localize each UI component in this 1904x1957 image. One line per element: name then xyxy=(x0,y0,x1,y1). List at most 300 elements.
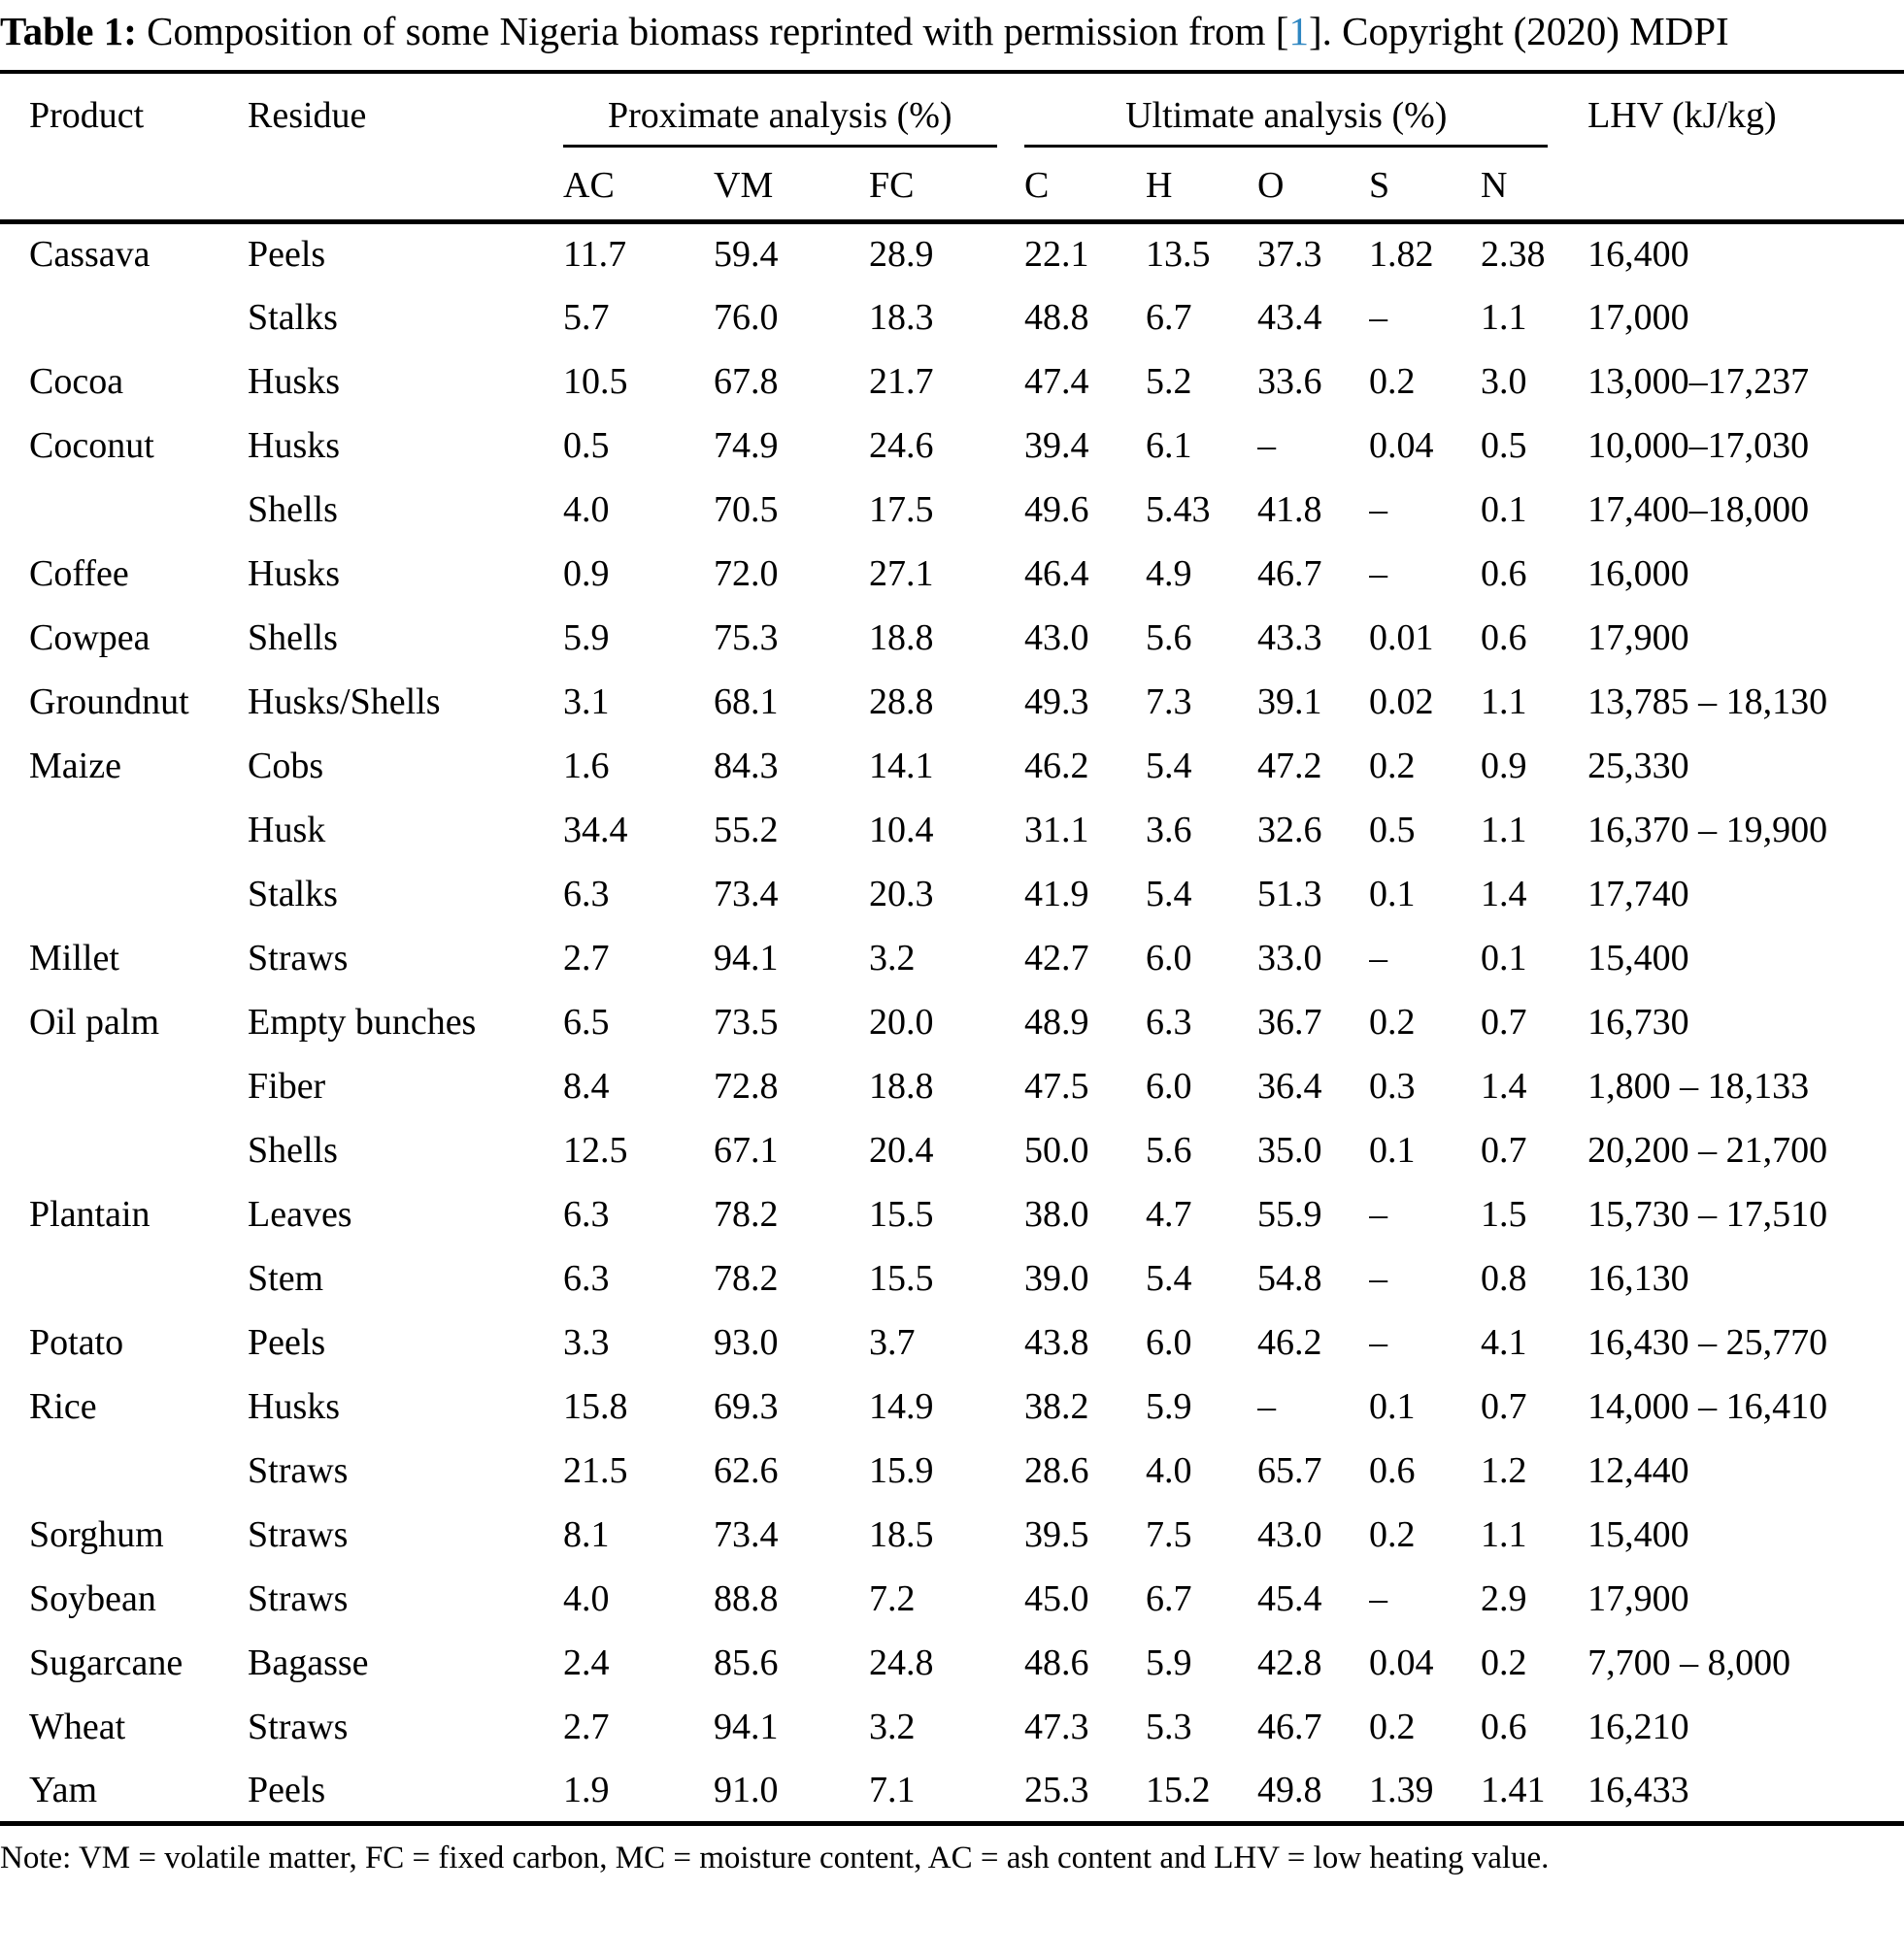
o-cell: 36.7 xyxy=(1257,1002,1322,1043)
o-cell: 49.8 xyxy=(1257,1759,1369,1823)
fc-cell: 10.4 xyxy=(869,810,934,850)
o-cell: 55.9 xyxy=(1257,1194,1322,1235)
n-cell: 0.7 xyxy=(1481,1130,1527,1171)
product-cell xyxy=(0,1439,248,1503)
product-cell: Yam xyxy=(0,1759,248,1823)
n-cell: 1.4 xyxy=(1481,1066,1527,1107)
residue-cell: Fiber xyxy=(248,1066,326,1107)
residue-cell: Husks/Shells xyxy=(248,681,441,722)
product-cell: Coconut xyxy=(29,425,154,466)
product-cell: Rice xyxy=(29,1386,97,1427)
n-cell: 1.1 xyxy=(1481,1514,1527,1555)
o-cell: 32.6 xyxy=(1257,810,1322,850)
n-cell: 0.1 xyxy=(1481,489,1527,530)
col-group-ultimate xyxy=(1024,72,1587,148)
table-header-row-groups xyxy=(0,72,1904,148)
vm-cell: 73.4 xyxy=(714,1514,779,1555)
table-row xyxy=(0,990,1904,1054)
residue-cell: Straws xyxy=(248,1514,349,1555)
caption-label: Table 1: xyxy=(0,9,137,53)
residue-cell: Husks xyxy=(248,425,341,466)
table-row xyxy=(0,734,1904,798)
o-cell: 35.0 xyxy=(1257,1130,1322,1171)
h-cell: 5.2 xyxy=(1146,361,1192,402)
vm-cell: 59.4 xyxy=(714,234,779,276)
vm-cell: 78.2 xyxy=(714,1258,779,1299)
o-cell: 42.8 xyxy=(1257,1642,1322,1683)
ac-cell: 4.0 xyxy=(563,489,610,530)
s-cell: – xyxy=(1369,1258,1388,1299)
h-cell: 5.3 xyxy=(1146,1707,1192,1747)
table-row xyxy=(0,606,1904,670)
n-cell: 0.9 xyxy=(1481,746,1527,786)
caption-text-before-citation: Composition of some Nigeria biomass reprinted with permission from [ xyxy=(136,9,1289,53)
residue-cell: Straws xyxy=(248,1707,349,1747)
product-cell: Plantain xyxy=(29,1194,150,1235)
s-cell: 0.5 xyxy=(1369,810,1416,850)
s-cell: 0.04 xyxy=(1369,1642,1434,1683)
vm-cell: 85.6 xyxy=(714,1642,779,1683)
product-cell: Oil palm xyxy=(29,1002,160,1043)
lhv-cell: 10,000–17,030 xyxy=(1587,425,1810,466)
residue-cell: Straws xyxy=(248,1450,349,1491)
fc-cell: 21.7 xyxy=(869,361,934,402)
ac-cell: 0.9 xyxy=(563,553,610,594)
product-cell xyxy=(0,1118,248,1182)
n-cell: 0.7 xyxy=(1481,1002,1527,1043)
n-cell: 1.41 xyxy=(1481,1759,1587,1823)
n-cell: 0.6 xyxy=(1481,553,1527,594)
n-cell: 4.1 xyxy=(1481,1322,1527,1363)
residue-cell: Husks xyxy=(248,361,341,402)
c-cell: 38.0 xyxy=(1024,1194,1089,1235)
n-cell: 0.1 xyxy=(1481,938,1527,978)
col-subheader-empty-product xyxy=(0,148,248,221)
table-row xyxy=(0,221,1904,285)
lhv-cell: 15,400 xyxy=(1587,938,1689,978)
c-cell: 38.2 xyxy=(1024,1386,1089,1427)
vm-cell: 88.8 xyxy=(714,1578,779,1619)
s-cell: 1.82 xyxy=(1369,234,1434,276)
table-row xyxy=(0,1631,1904,1695)
ac-cell: 2.4 xyxy=(563,1642,610,1683)
vm-cell: 72.0 xyxy=(714,553,779,594)
product-cell: Sorghum xyxy=(29,1514,164,1555)
fc-cell: 15.5 xyxy=(869,1194,934,1235)
ac-cell: 4.0 xyxy=(563,1578,610,1619)
residue-cell: Stalks xyxy=(248,297,338,338)
s-cell: 0.2 xyxy=(1369,1707,1416,1747)
table-row xyxy=(0,1118,1904,1182)
table-row xyxy=(0,1567,1904,1631)
n-cell: 1.1 xyxy=(1481,681,1527,722)
vm-cell: 91.0 xyxy=(714,1759,869,1823)
residue-cell: Cobs xyxy=(248,746,324,786)
s-cell: 1.39 xyxy=(1369,1759,1481,1823)
h-cell: 4.9 xyxy=(1146,553,1192,594)
o-cell: 46.7 xyxy=(1257,1707,1322,1747)
fc-cell: 27.1 xyxy=(869,553,934,594)
n-cell: 1.1 xyxy=(1481,297,1527,338)
table-row xyxy=(0,1375,1904,1439)
fc-cell: 3.2 xyxy=(869,1707,916,1747)
o-cell: 47.2 xyxy=(1257,746,1322,786)
o-cell: 41.8 xyxy=(1257,489,1322,530)
table-row xyxy=(0,1246,1904,1310)
fc-cell: 28.9 xyxy=(869,234,934,276)
s-cell: 0.2 xyxy=(1369,361,1416,402)
s-cell: 0.2 xyxy=(1369,1002,1416,1043)
residue-cell: Stem xyxy=(248,1258,324,1299)
residue-cell: Peels xyxy=(248,234,326,276)
fc-cell: 24.6 xyxy=(869,425,934,466)
vm-cell: 73.5 xyxy=(714,1002,779,1043)
c-cell: 48.6 xyxy=(1024,1642,1089,1683)
table-row xyxy=(0,349,1904,414)
vm-cell: 75.3 xyxy=(714,617,779,658)
lhv-cell: 1,800 – 18,133 xyxy=(1587,1066,1810,1107)
ac-cell: 3.1 xyxy=(563,681,610,722)
lhv-cell: 15,730 – 17,510 xyxy=(1587,1194,1828,1235)
ac-cell: 0.5 xyxy=(563,425,610,466)
lhv-cell: 16,130 xyxy=(1587,1258,1689,1299)
lhv-cell: 15,400 xyxy=(1587,1514,1689,1555)
product-cell: Groundnut xyxy=(29,681,189,722)
citation-link[interactable]: 1 xyxy=(1288,9,1309,53)
s-cell: – xyxy=(1369,553,1388,594)
fc-cell: 18.8 xyxy=(869,1066,934,1107)
fc-cell: 18.3 xyxy=(869,297,934,338)
o-cell: 33.6 xyxy=(1257,361,1322,402)
h-cell: 7.3 xyxy=(1146,681,1192,722)
h-cell: 4.7 xyxy=(1146,1194,1192,1235)
lhv-cell: 16,400 xyxy=(1587,234,1689,276)
ac-cell: 3.3 xyxy=(563,1322,610,1363)
table-caption xyxy=(0,4,1904,58)
n-cell: 1.1 xyxy=(1481,810,1527,850)
table-row xyxy=(0,670,1904,734)
ac-cell: 2.7 xyxy=(563,938,610,978)
o-cell: 46.2 xyxy=(1257,1322,1322,1363)
table-row xyxy=(0,1182,1904,1246)
lhv-cell: 13,000–17,237 xyxy=(1587,361,1810,402)
c-cell: 39.0 xyxy=(1024,1258,1089,1299)
vm-cell: 73.4 xyxy=(714,874,779,914)
vm-cell: 69.3 xyxy=(714,1386,779,1427)
c-cell: 49.3 xyxy=(1024,681,1089,722)
n-cell: 0.6 xyxy=(1481,617,1527,658)
c-cell: 43.8 xyxy=(1024,1322,1089,1363)
fc-cell: 20.0 xyxy=(869,1002,934,1043)
residue-cell: Leaves xyxy=(248,1194,352,1235)
col-group-ultimate-label: Ultimate analysis (%) xyxy=(1024,94,1548,148)
s-cell: 0.6 xyxy=(1369,1450,1416,1491)
vm-cell: 55.2 xyxy=(714,810,779,850)
product-cell xyxy=(0,798,248,862)
h-cell: 6.0 xyxy=(1146,1066,1192,1107)
c-cell: 47.4 xyxy=(1024,361,1089,402)
product-cell xyxy=(0,478,248,542)
residue-cell: Shells xyxy=(248,489,338,530)
c-cell: 46.2 xyxy=(1024,746,1089,786)
ac-cell: 15.8 xyxy=(563,1386,628,1427)
residue-cell: Husk xyxy=(248,810,326,850)
c-cell: 48.9 xyxy=(1024,1002,1089,1043)
vm-cell: 68.1 xyxy=(714,681,779,722)
vm-cell: 84.3 xyxy=(714,746,779,786)
n-cell: 0.6 xyxy=(1481,1707,1527,1747)
table-row xyxy=(0,478,1904,542)
h-cell: 5.9 xyxy=(1146,1642,1192,1683)
table-body xyxy=(0,221,1904,1823)
residue-cell: Straws xyxy=(248,1578,349,1619)
residue-cell: Peels xyxy=(248,1759,563,1823)
fc-cell: 15.5 xyxy=(869,1258,934,1299)
lhv-cell: 14,000 – 16,410 xyxy=(1587,1386,1828,1427)
residue-cell: Shells xyxy=(248,1130,338,1171)
s-cell: 0.2 xyxy=(1369,746,1416,786)
product-cell: Potato xyxy=(29,1322,124,1363)
lhv-cell: 16,210 xyxy=(1587,1707,1689,1747)
c-cell: 47.3 xyxy=(1024,1707,1089,1747)
c-cell: 39.5 xyxy=(1024,1514,1089,1555)
h-cell: 7.5 xyxy=(1146,1514,1192,1555)
n-cell: 3.0 xyxy=(1481,361,1527,402)
c-cell: 39.4 xyxy=(1024,425,1089,466)
col-subheader-ac: AC xyxy=(563,148,714,221)
col-subheader-vm: VM xyxy=(714,148,869,221)
ac-cell: 6.5 xyxy=(563,1002,610,1043)
vm-cell: 67.8 xyxy=(714,361,779,402)
lhv-cell: 17,400–18,000 xyxy=(1587,489,1810,530)
n-cell: 2.9 xyxy=(1481,1578,1527,1619)
ac-cell: 5.7 xyxy=(563,297,610,338)
h-cell: 6.0 xyxy=(1146,938,1192,978)
ac-cell: 2.7 xyxy=(563,1707,610,1747)
s-cell: – xyxy=(1369,938,1388,978)
h-cell: 5.6 xyxy=(1146,1130,1192,1171)
product-cell xyxy=(0,285,248,349)
h-cell: 3.6 xyxy=(1146,810,1192,850)
col-subheader-o: O xyxy=(1257,148,1369,221)
h-cell: 15.2 xyxy=(1146,1759,1257,1823)
h-cell: 5.43 xyxy=(1146,489,1211,530)
ac-cell: 21.5 xyxy=(563,1450,628,1491)
product-cell: Cassava xyxy=(29,234,150,276)
o-cell: 54.8 xyxy=(1257,1258,1322,1299)
s-cell: 0.1 xyxy=(1369,874,1416,914)
o-cell: – xyxy=(1257,425,1277,466)
fc-cell: 7.1 xyxy=(869,1759,1024,1823)
ac-cell: 1.9 xyxy=(563,1759,714,1823)
c-cell: 25.3 xyxy=(1024,1759,1146,1823)
caption-text-after-citation: ]. Copyright (2020) MDPI xyxy=(1308,9,1729,53)
lhv-cell: 17,900 xyxy=(1587,1578,1689,1619)
ac-cell: 6.3 xyxy=(563,874,610,914)
o-cell: 46.7 xyxy=(1257,553,1322,594)
lhv-cell: 16,000 xyxy=(1587,553,1689,594)
ac-cell: 6.3 xyxy=(563,1194,610,1235)
col-subheader-fc: FC xyxy=(869,148,1024,221)
vm-cell: 72.8 xyxy=(714,1066,779,1107)
ac-cell: 12.5 xyxy=(563,1130,628,1171)
vm-cell: 74.9 xyxy=(714,425,779,466)
product-cell: Cowpea xyxy=(29,617,150,658)
residue-cell: Stalks xyxy=(248,874,338,914)
col-subheader-c: C xyxy=(1024,148,1146,221)
lhv-cell: 7,700 – 8,000 xyxy=(1587,1642,1791,1683)
ac-cell: 11.7 xyxy=(563,234,627,276)
h-cell: 5.4 xyxy=(1146,1258,1192,1299)
c-cell: 28.6 xyxy=(1024,1450,1089,1491)
o-cell: 51.3 xyxy=(1257,874,1322,914)
fc-cell: 14.1 xyxy=(869,746,934,786)
h-cell: 6.3 xyxy=(1146,1002,1192,1043)
table-row xyxy=(0,1759,1904,1823)
s-cell: 0.1 xyxy=(1369,1130,1416,1171)
lhv-cell: 12,440 xyxy=(1587,1450,1689,1491)
s-cell: 0.1 xyxy=(1369,1386,1416,1427)
h-cell: 6.0 xyxy=(1146,1322,1192,1363)
product-cell: Cocoa xyxy=(29,361,124,402)
n-cell: 0.2 xyxy=(1481,1642,1527,1683)
fc-cell: 15.9 xyxy=(869,1450,934,1491)
ac-cell: 8.1 xyxy=(563,1514,610,1555)
fc-cell: 3.2 xyxy=(869,938,916,978)
vm-cell: 94.1 xyxy=(714,1707,779,1747)
col-subheader-n: N xyxy=(1481,148,1587,221)
table-row xyxy=(0,798,1904,862)
o-cell: 45.4 xyxy=(1257,1578,1322,1619)
n-cell: 0.8 xyxy=(1481,1258,1527,1299)
n-cell: 0.7 xyxy=(1481,1386,1527,1427)
s-cell: 0.3 xyxy=(1369,1066,1416,1107)
table-row xyxy=(0,926,1904,990)
c-cell: 41.9 xyxy=(1024,874,1089,914)
residue-cell: Peels xyxy=(248,1322,326,1363)
ac-cell: 5.9 xyxy=(563,617,610,658)
s-cell: 0.01 xyxy=(1369,617,1434,658)
vm-cell: 94.1 xyxy=(714,938,779,978)
fc-cell: 17.5 xyxy=(869,489,934,530)
biomass-composition-table xyxy=(0,70,1904,1826)
o-cell: – xyxy=(1257,1386,1277,1427)
lhv-cell: 17,740 xyxy=(1587,874,1689,914)
c-cell: 43.0 xyxy=(1024,617,1089,658)
h-cell: 13.5 xyxy=(1146,234,1211,276)
product-cell: Coffee xyxy=(29,553,129,594)
col-subheader-s: S xyxy=(1369,148,1481,221)
product-cell: Sugarcane xyxy=(29,1642,184,1683)
ac-cell: 34.4 xyxy=(563,810,628,850)
product-cell: Millet xyxy=(29,938,119,978)
lhv-cell: 16,430 – 25,770 xyxy=(1587,1322,1828,1363)
table-row xyxy=(0,1439,1904,1503)
fc-cell: 24.8 xyxy=(869,1642,934,1683)
lhv-cell: 17,000 xyxy=(1587,297,1689,338)
table-row xyxy=(0,1503,1904,1567)
table-row xyxy=(0,285,1904,349)
table-row xyxy=(0,862,1904,926)
c-cell: 45.0 xyxy=(1024,1578,1089,1619)
s-cell: 0.02 xyxy=(1369,681,1434,722)
table-row xyxy=(0,1695,1904,1759)
vm-cell: 62.6 xyxy=(714,1450,779,1491)
product-cell xyxy=(0,862,248,926)
table-header-row-sub xyxy=(0,148,1904,221)
lhv-cell: 16,730 xyxy=(1587,1002,1689,1043)
product-cell xyxy=(0,1054,248,1118)
fc-cell: 18.8 xyxy=(869,617,934,658)
s-cell: – xyxy=(1369,297,1388,338)
s-cell: 0.2 xyxy=(1369,1514,1416,1555)
c-cell: 46.4 xyxy=(1024,553,1089,594)
h-cell: 6.7 xyxy=(1146,1578,1192,1619)
vm-cell: 76.0 xyxy=(714,297,779,338)
col-subheader-empty-lhv xyxy=(1587,148,1904,221)
ac-cell: 6.3 xyxy=(563,1258,610,1299)
col-group-proximate-label: Proximate analysis (%) xyxy=(563,94,997,148)
col-group-proximate xyxy=(563,72,1024,148)
ac-cell: 10.5 xyxy=(563,361,628,402)
h-cell: 5.9 xyxy=(1146,1386,1192,1427)
residue-cell: Bagasse xyxy=(248,1642,369,1683)
col-subheader-h: H xyxy=(1146,148,1257,221)
c-cell: 31.1 xyxy=(1024,810,1089,850)
fc-cell: 28.8 xyxy=(869,681,934,722)
table-row xyxy=(0,1310,1904,1375)
n-cell: 1.4 xyxy=(1481,874,1527,914)
s-cell: – xyxy=(1369,1578,1388,1619)
ac-cell: 1.6 xyxy=(563,746,610,786)
col-subheader-empty-residue xyxy=(248,148,563,221)
h-cell: 5.4 xyxy=(1146,874,1192,914)
residue-cell: Husks xyxy=(248,1386,341,1427)
lhv-cell: 16,433 xyxy=(1587,1759,1904,1823)
c-cell: 50.0 xyxy=(1024,1130,1089,1171)
o-cell: 36.4 xyxy=(1257,1066,1322,1107)
residue-cell: Husks xyxy=(248,553,341,594)
c-cell: 42.7 xyxy=(1024,938,1089,978)
product-cell: Maize xyxy=(29,746,121,786)
n-cell: 1.5 xyxy=(1481,1194,1527,1235)
s-cell: 0.04 xyxy=(1369,425,1434,466)
n-cell: 2.38 xyxy=(1481,234,1546,276)
fc-cell: 3.7 xyxy=(869,1322,916,1363)
c-cell: 22.1 xyxy=(1024,234,1089,276)
n-cell: 1.2 xyxy=(1481,1450,1527,1491)
table-row xyxy=(0,542,1904,606)
product-cell: Soybean xyxy=(29,1578,156,1619)
col-header-lhv: LHV (kJ/kg) xyxy=(1587,95,1777,136)
table-header xyxy=(0,72,1904,221)
fc-cell: 7.2 xyxy=(869,1578,916,1619)
lhv-cell: 20,200 – 21,700 xyxy=(1587,1130,1828,1171)
c-cell: 48.8 xyxy=(1024,297,1089,338)
table-row xyxy=(0,1054,1904,1118)
lhv-cell: 13,785 – 18,130 xyxy=(1587,681,1828,722)
o-cell: 65.7 xyxy=(1257,1450,1322,1491)
table-row xyxy=(0,414,1904,478)
o-cell: 43.0 xyxy=(1257,1514,1322,1555)
product-cell xyxy=(0,1246,248,1310)
vm-cell: 93.0 xyxy=(714,1322,779,1363)
col-header-residue: Residue xyxy=(248,95,367,136)
h-cell: 5.4 xyxy=(1146,746,1192,786)
residue-cell: Straws xyxy=(248,938,349,978)
lhv-cell: 17,900 xyxy=(1587,617,1689,658)
residue-cell: Shells xyxy=(248,617,338,658)
